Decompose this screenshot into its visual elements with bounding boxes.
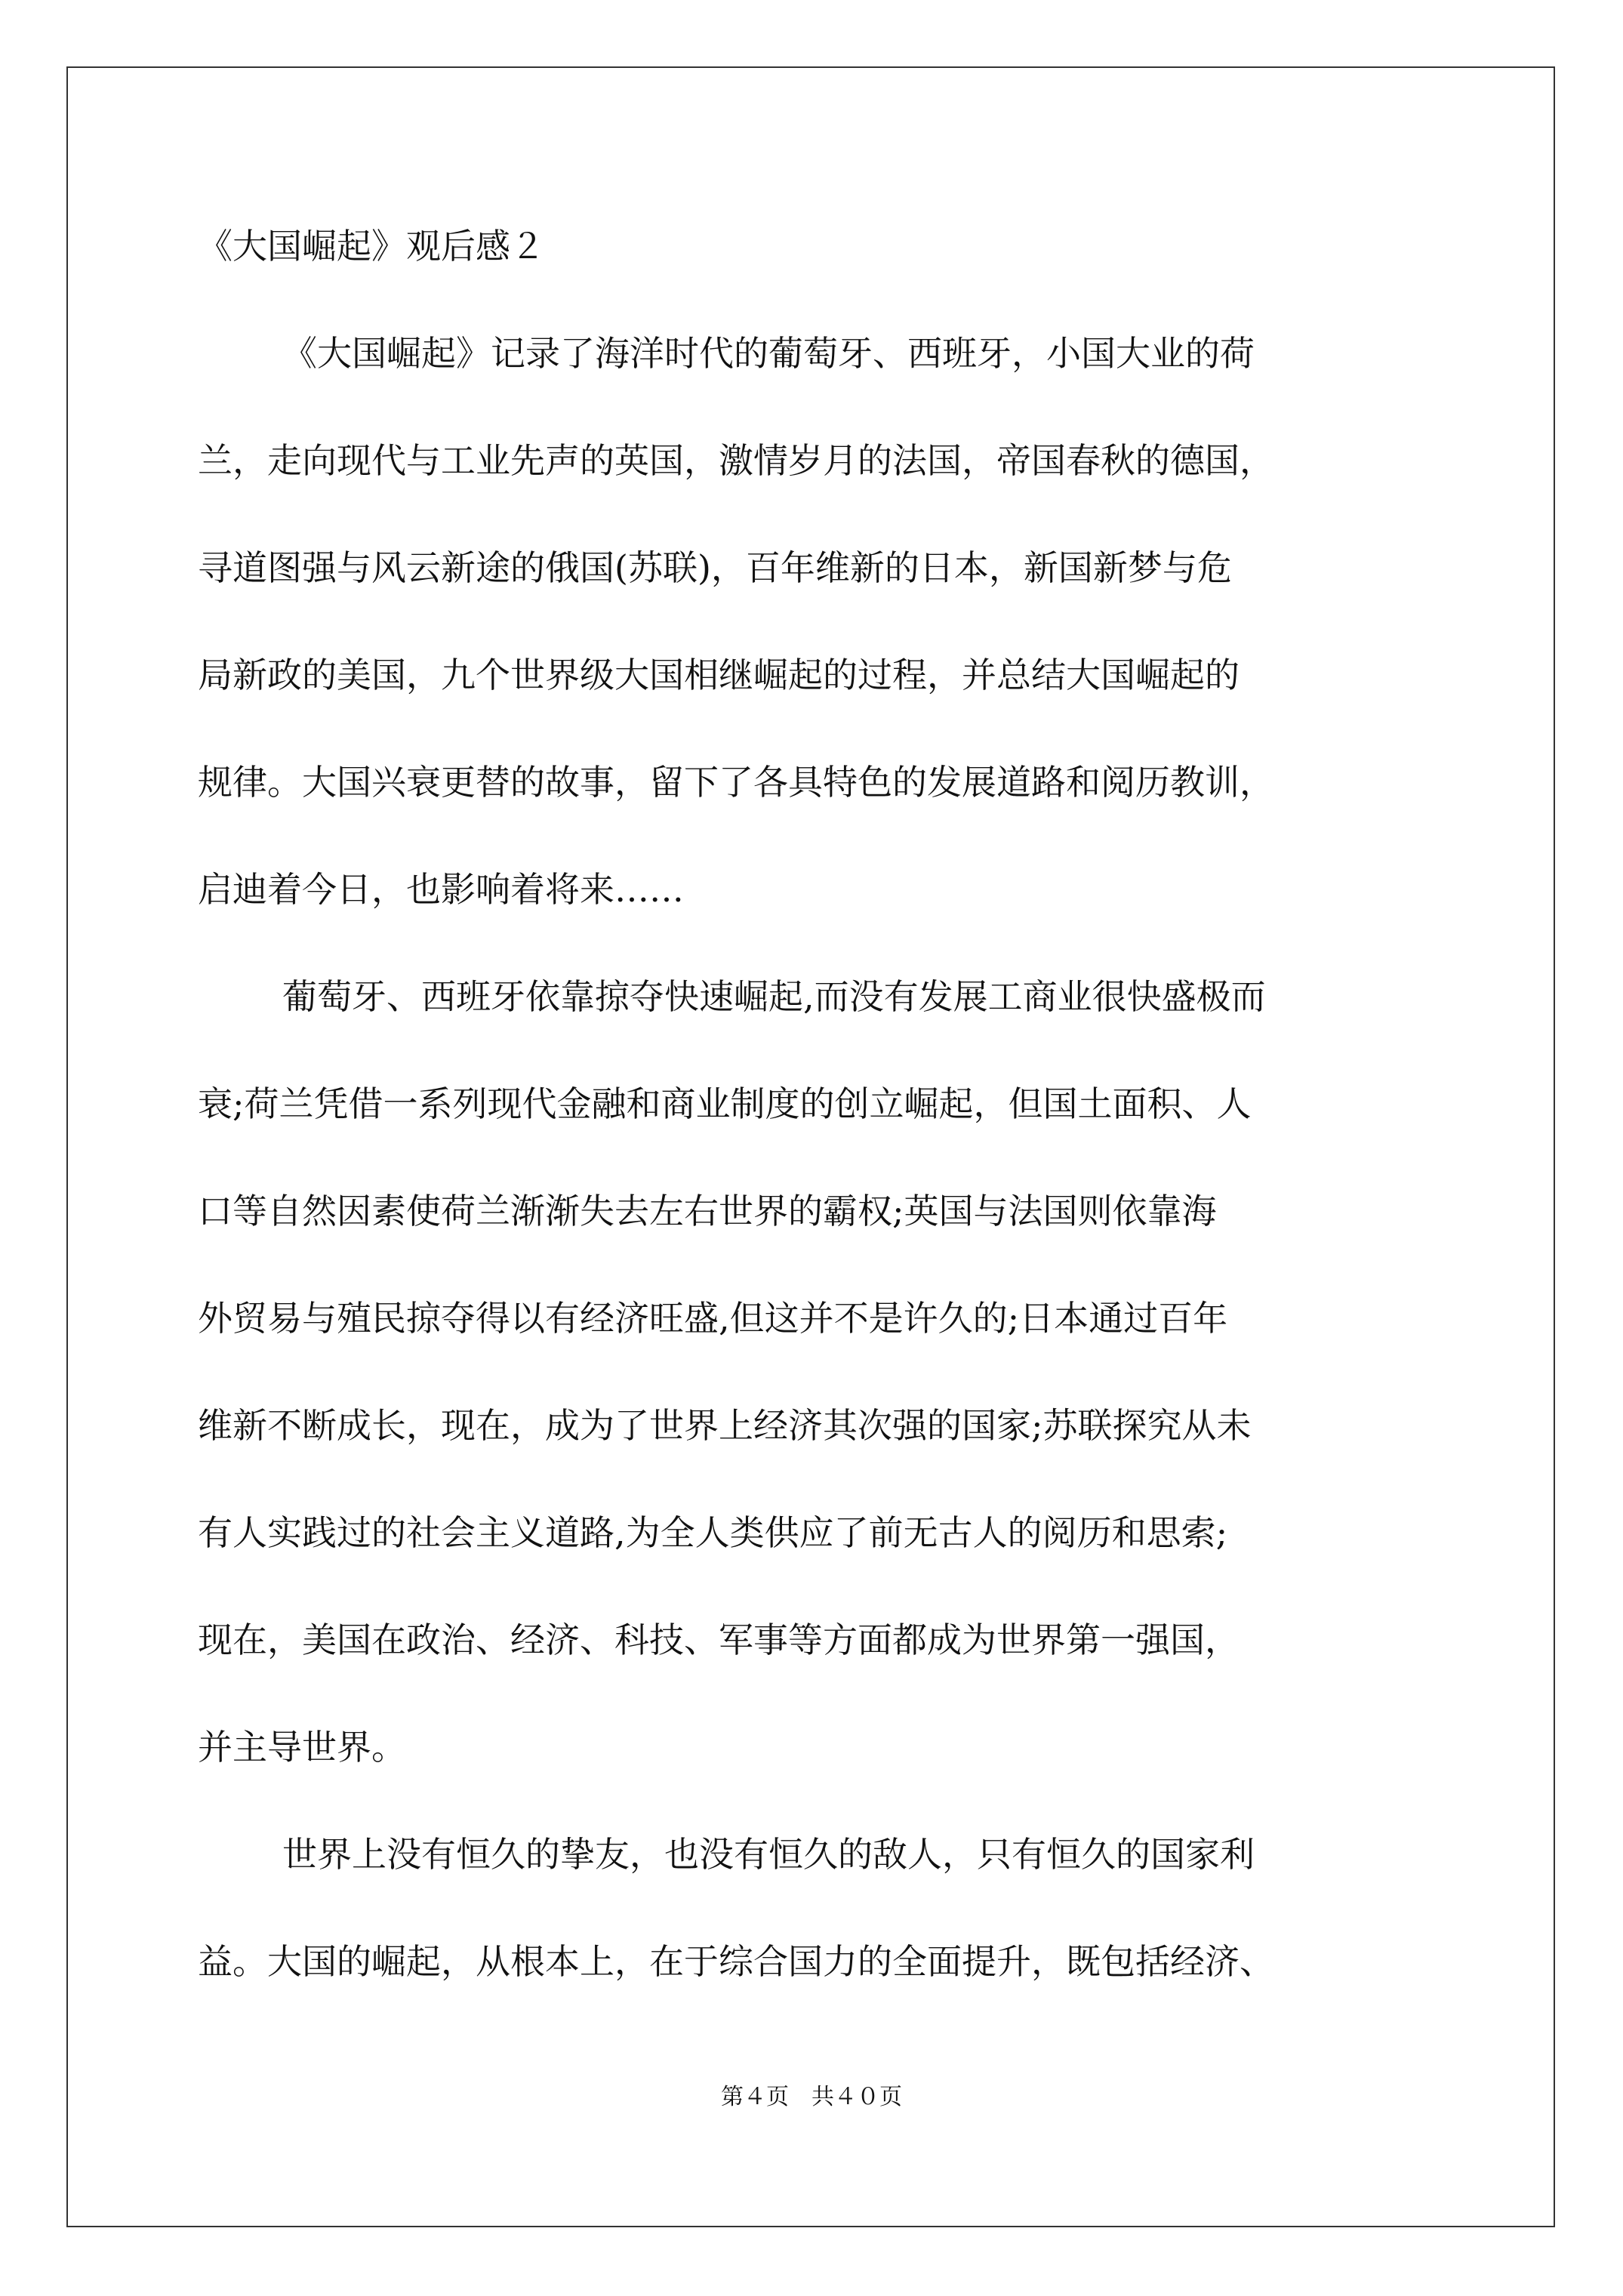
paragraph-2-line-6: 有人实践过的社会主义道路,为全人类供应了前无古人的阅历和思索; [198, 1512, 1228, 1553]
paragraph-2-line-7: 现在，美国在政治、经济、科技、军事等方面都成为世界第一强国， [198, 1620, 1240, 1660]
document-title: 《大国崛起》观后感２ [198, 226, 545, 267]
paragraph-1-line-3: 寻道图强与风云新途的俄国(苏联)，百年维新的日本，新国新梦与危 [198, 547, 1232, 588]
paragraph-3-line-2: 益。大国的崛起，从根本上，在于综合国力的全面提升，既包括经济、 [198, 1941, 1274, 1982]
paragraph-1-line-2: 兰，走向现代与工业先声的英国，激情岁月的法国，帝国春秋的德国， [198, 440, 1274, 481]
paragraph-1-line-6: 启迪着今日，也影响着将来…… [198, 869, 684, 910]
paragraph-1-line-4: 局新政的美国，九个世界级大国相继崛起的过程，并总结大国崛起的 [198, 655, 1240, 695]
paragraph-2-line-4: 外贸易与殖民掠夺得以有经济旺盛,但这并不是许久的;日本通过百年 [198, 1298, 1228, 1339]
paragraph-2-line-5: 维新不断成长，现在，成为了世界上经济其次强的国家;苏联探究从未 [198, 1405, 1252, 1446]
paragraph-2-line-1: 葡萄牙、西班牙依靠掠夺快速崛起,而没有发展工商业很快盛极而 [282, 976, 1266, 1017]
paragraph-1-line-1: 《大国崛起》记录了海洋时代的葡萄牙、西班牙，小国大业的荷 [282, 333, 1255, 374]
paragraph-2-line-8: 并主导世界。 [198, 1727, 406, 1767]
page-border [66, 66, 1555, 2227]
paragraph-2-line-2: 衰;荷兰凭借一系列现代金融和商业制度的创立崛起，但国土面积、人 [198, 1083, 1252, 1124]
paragraph-1-line-5: 规律。大国兴衰更替的故事，留下了各具特色的发展道路和阅历教训， [198, 762, 1274, 803]
paragraph-3-line-1: 世界上没有恒久的挚友，也没有恒久的敌人，只有恒久的国家利 [282, 1834, 1255, 1875]
paragraph-2-line-3: 口等自然因素使荷兰渐渐失去左右世界的霸权;英国与法国则依靠海 [198, 1191, 1217, 1231]
page-number-footer: 第４页 共４０页 [721, 2085, 902, 2110]
